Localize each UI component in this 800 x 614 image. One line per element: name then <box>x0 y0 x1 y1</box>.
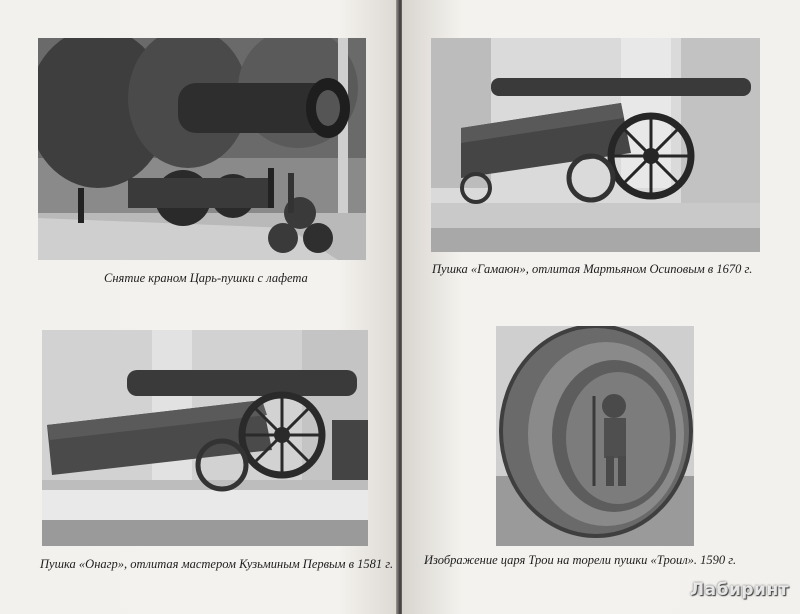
right-page <box>402 0 800 614</box>
caption-onagr-cannon: Пушка «Онагр», отлитая мастером Кузьминым Первым в 1581 г. <box>40 557 394 571</box>
labirint-watermark <box>690 580 789 600</box>
photo-troil-cannon-image <box>496 326 694 546</box>
photo-troil-cannon <box>496 326 694 546</box>
photo-tsar-cannon <box>38 38 366 260</box>
caption-tsar-cannon: Снятие краном Царь-пушки с лафета <box>104 271 308 285</box>
photo-gamayun-cannon-image <box>431 38 760 252</box>
photo-onagr-cannon-image <box>42 330 368 546</box>
caption-troil-cannon: Изображение царя Трои на торели пушки «Троил». 1590 г. <box>424 553 737 567</box>
photo-tsar-cannon-image <box>38 38 366 260</box>
labirint-watermark-text: Лабиринт <box>690 580 790 600</box>
photo-gamayun-cannon <box>431 38 760 252</box>
photo-onagr-cannon <box>42 330 368 546</box>
caption-gamayun-cannon: Пушка «Гамаюн», отлитая Мартьяном Осиповым в 1670 г. <box>432 262 753 276</box>
left-page <box>0 0 398 614</box>
